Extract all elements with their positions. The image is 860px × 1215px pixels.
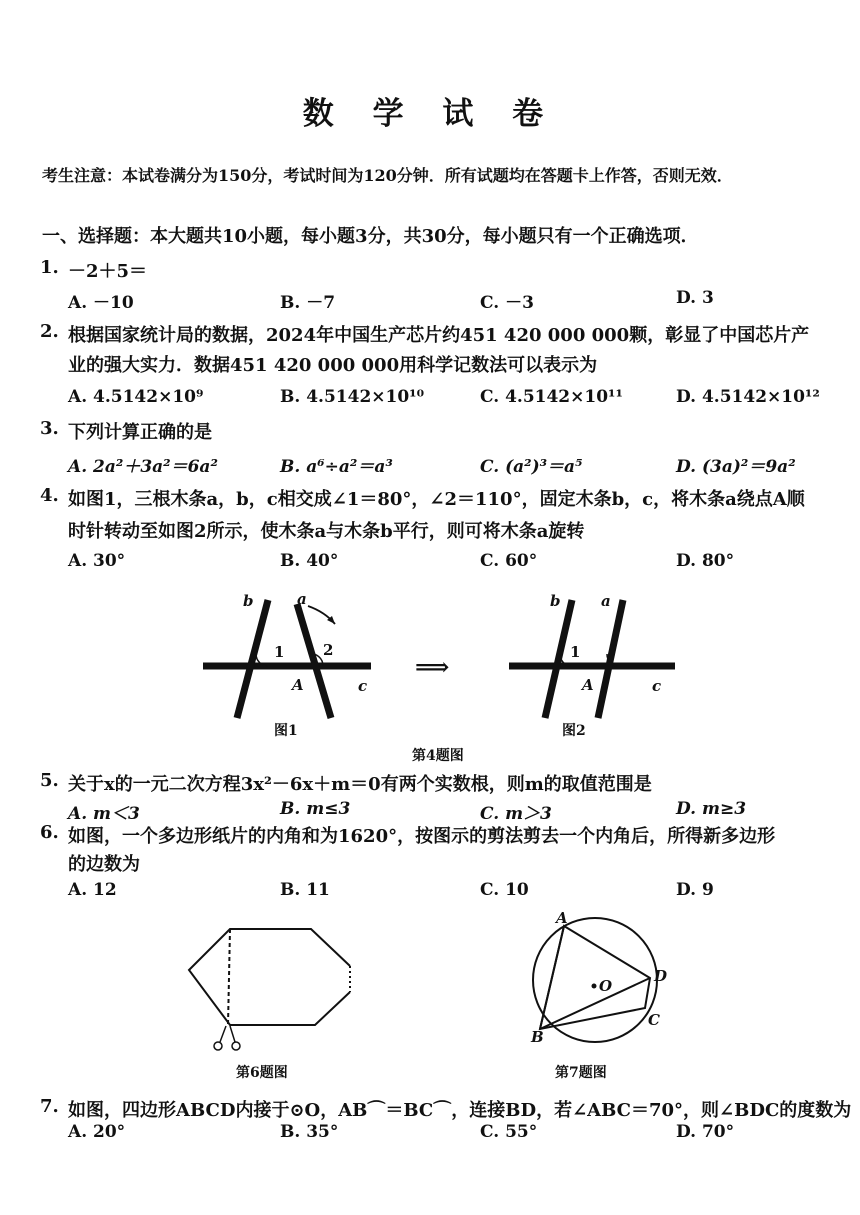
exam-notice: 考生注意：本试卷满分为150分，考试时间为120分钟．所有试题均在答题卡上作答，否则无效． (42, 166, 733, 185)
label-point-A: A (292, 676, 304, 694)
label-center-O: O (599, 977, 613, 995)
label-b: b (243, 592, 254, 610)
option-d: D. 70° (676, 1122, 735, 1142)
page-title: 数 学 试 卷 (302, 96, 558, 132)
question-text: 下列计算正确的是 (68, 422, 212, 443)
label-angle-1: 1 (274, 643, 285, 661)
option-d: D. 9 (676, 880, 714, 900)
option-b: B. 11 (280, 880, 330, 900)
option-a: A. 2a²＋3a²＝6a² (68, 457, 218, 477)
option-c: C. －3 (480, 293, 534, 313)
option-b: B. 35° (280, 1122, 339, 1142)
option-c: C. 4.5142×10¹¹ (480, 387, 623, 407)
option-a: A. 20° (68, 1122, 126, 1142)
scissors-icon (210, 1027, 250, 1057)
question-text: 根据国家统计局的数据，2024年中国生产芯片约451 420 000 000颗，彰显了中国芯片产 (68, 325, 810, 346)
figure-caption: 图1 (274, 723, 298, 739)
option-d: D. 3 (676, 288, 714, 308)
option-a: A. 4.5142×10⁹ (68, 387, 204, 407)
option-a: A. －10 (68, 293, 134, 313)
question-text: 时针转动至如图2所示，使木条a与木条b平行，则可将木条a旋转 (68, 521, 585, 542)
question-number: 7. (40, 1096, 59, 1117)
figure-caption: 第4题图 (412, 748, 464, 764)
question-text: 如图，一个多边形纸片的内角和为1620°，按图示的剪法剪去一个内角后，所得新多边形 (68, 826, 776, 847)
question-number: 4. (40, 485, 59, 506)
option-b: B. a⁶÷a²＝a³ (280, 457, 393, 477)
label-point-A: A (582, 676, 594, 694)
option-b: B. 4.5142×10¹⁰ (280, 387, 425, 407)
option-b: B. －7 (280, 293, 336, 313)
label-a: a (297, 590, 307, 608)
label-a: a (601, 592, 611, 610)
question-number: 3. (40, 418, 59, 439)
figure-caption: 第7题图 (555, 1065, 607, 1081)
section-heading: 一、选择题：本大题共10小题，每小题3分，共30分，每小题只有一个正确选项． (42, 226, 699, 247)
option-c: C. 60° (480, 551, 538, 571)
option-c: C. (a²)³＝a⁵ (480, 457, 583, 477)
figure-4-right (505, 590, 685, 730)
figure-4-left (195, 590, 385, 730)
option-c: C. 10 (480, 880, 529, 900)
question-number: 1. (40, 257, 59, 278)
question-number: 5. (40, 770, 59, 791)
label-c: c (652, 677, 662, 695)
option-a: A. m＜3 (68, 804, 140, 824)
question-number: 6. (40, 822, 59, 843)
option-c: C. m＞3 (480, 804, 552, 824)
label-point-C: C (648, 1011, 660, 1029)
question-text: 业的强大实力．数据451 420 000 000用科学记数法可以表示为 (68, 355, 598, 376)
question-text: －2＋5＝ (68, 261, 148, 282)
label-c: c (358, 677, 368, 695)
question-text: 的边数为 (68, 854, 140, 875)
option-c: C. 55° (480, 1122, 538, 1142)
question-number: 2. (40, 321, 59, 342)
option-d: D. 80° (676, 551, 735, 571)
question-text: 关于x的一元二次方程3x²－6x＋m＝0有两个实数根，则m的取值范围是 (68, 774, 652, 795)
label-angle-1: 1 (570, 643, 581, 661)
figure-caption: 第6题图 (236, 1065, 288, 1081)
implies-arrow-icon: ⟹ (415, 652, 450, 681)
question-text: 如图1，三根木条a，b，c相交成∠1＝80°，∠2＝110°，固定木条b，c，将木条a绕点A顺 (68, 489, 805, 510)
option-d: D. 4.5142×10¹² (676, 387, 820, 407)
figure-caption: 图2 (562, 723, 586, 739)
label-point-D: D (654, 967, 668, 985)
label-point-B: B (531, 1028, 544, 1046)
option-a: A. 30° (68, 551, 126, 571)
label-b: b (550, 592, 561, 610)
option-b: B. 40° (280, 551, 339, 571)
label-point-A: A (556, 909, 568, 927)
option-d: D. m≥3 (676, 799, 747, 819)
option-d: D. (3a)²＝9a² (676, 457, 796, 477)
question-text: 如图，四边形ABCD内接于⊙O，AB⌒＝BC⌒，连接BD，若∠ABC＝70°，则∠BDC的度数为 (68, 1100, 852, 1121)
option-a: A. 12 (68, 880, 117, 900)
label-angle-2: 2 (323, 641, 334, 659)
option-b: B. m≤3 (280, 799, 351, 819)
